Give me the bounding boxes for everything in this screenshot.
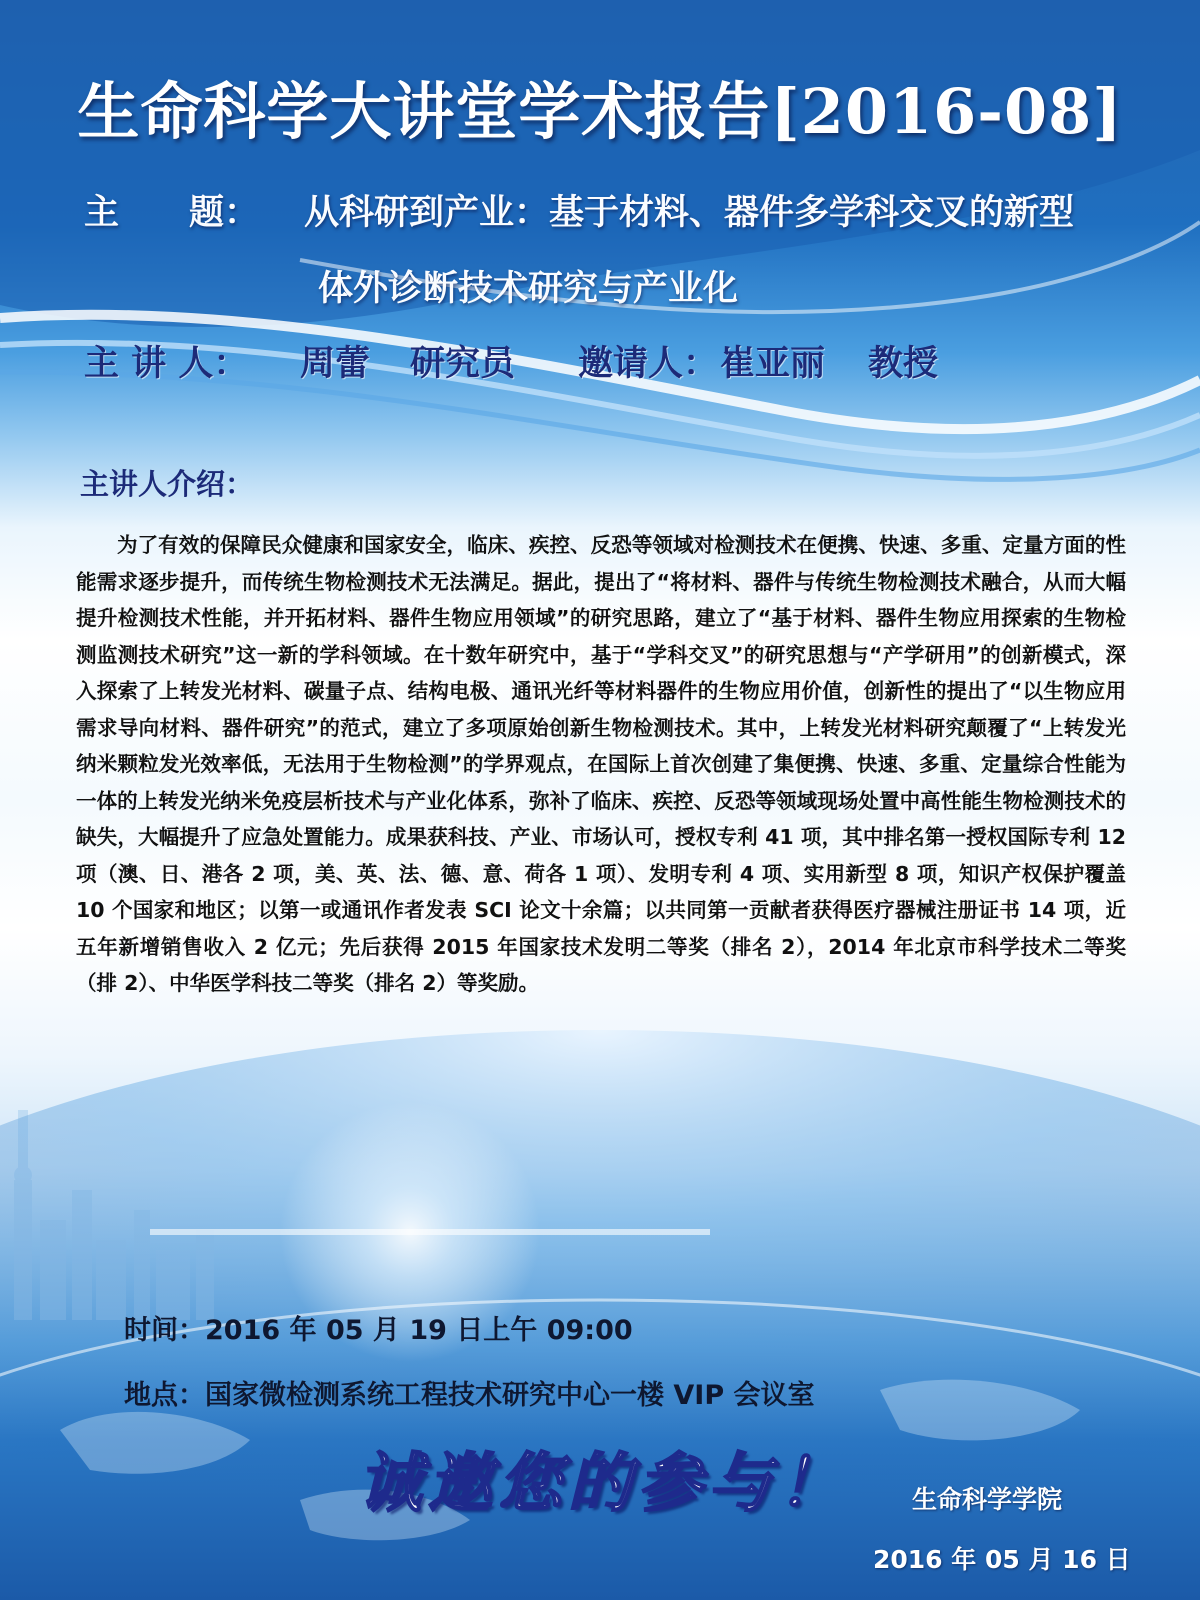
inviter-title: 教授 [868,344,939,384]
inviter-label: 邀请人： [578,344,719,384]
flare-streak [150,1229,710,1235]
speaker-label: 主 讲 人： [84,344,249,384]
issue-date: 2016 年 05 月 16 日 [873,1545,1131,1574]
event-time: 时间：2016 年 05 月 19 日上午 09:00 [124,1315,633,1346]
intro-heading: 主讲人介绍： [80,467,255,501]
organizer: 生命科学学院 [912,1485,1063,1514]
poster-title: 生命科学大讲堂学术报告[2016-08] [77,75,1123,148]
topic-label: 主 题： [84,193,260,233]
speaker-title: 研究员 [410,344,516,384]
topic-line-1: 从科研到产业：基于材料、器件多学科交叉的新型 [304,193,1075,233]
invitation-text: 诚邀您的参与！ [358,1446,848,1521]
speaker-bio: 为了有效的保障民众健康和国家安全，临床、疾控、反恐等领域对检测技术在便携、快速、多重、定量方面的性能需求逐步提升，而传统生物检测技术无法满足。据此，提出了“将材料、器件与传统生物检测技术融合，从而大幅提升检测技术性能，并开拓材料、器件生物应用领域”的研究思路，建立了“基于材料、器件生物应用探索的生物检测监测技术研究”这一新的学科领域。在十数年研究中，基于“学科交叉”的研究思想与“产学研用”的创新模式，深入探索了上转发光材料、碳量子点、结构电极、通讯光纤等材料器件的生物应用价值，创新性的提出了“以生物应用需求导向材料、器件研究”的范式，建立了多项原始创新生物检测技术。其中，上转发光材料研究颠覆了“上转发光纳米颗粒发光效率低，无法用于生物检测”的学界观点，在国际上首次创建了集便携、快速、多重、定量综合性能为一体的上转发光纳米免疫层析技术与产业化体系，弥补了临床、疾控、反恐等领域现场处置中高性能生物检测技术的缺失，大幅提升了应急处置能力。成果获科技、产业、市场认可，授权专利 41 项，其中排名第一授权国际专利 12 项（澳、日、港各 2 项，美、英、法、德、意、荷各 1 项）、发明专利 4 项、实用新型 8 项，知识产权保护覆盖 10 个国家和地区；以第一或通讯作者发表 SCI 论文十余篇；以共同第一贡献者获得医疗器械注册证书 14 项，近五年新增销售收入 2 亿元；先后获得 2015 年国家技术发明二等奖（排名 2），2014 年北京市科学技术二等奖（排 2）、中华医学科技二等奖（排名 2）等奖励。 [76,533,1126,995]
topic-line-2: 体外诊断技术研究与产业化 [318,269,739,309]
inviter-name: 崔亚丽 [720,344,826,384]
speaker-name: 周蕾 [300,344,371,384]
event-place: 地点：国家微检测系统工程技术研究中心一楼 VIP 会议室 [124,1380,815,1411]
